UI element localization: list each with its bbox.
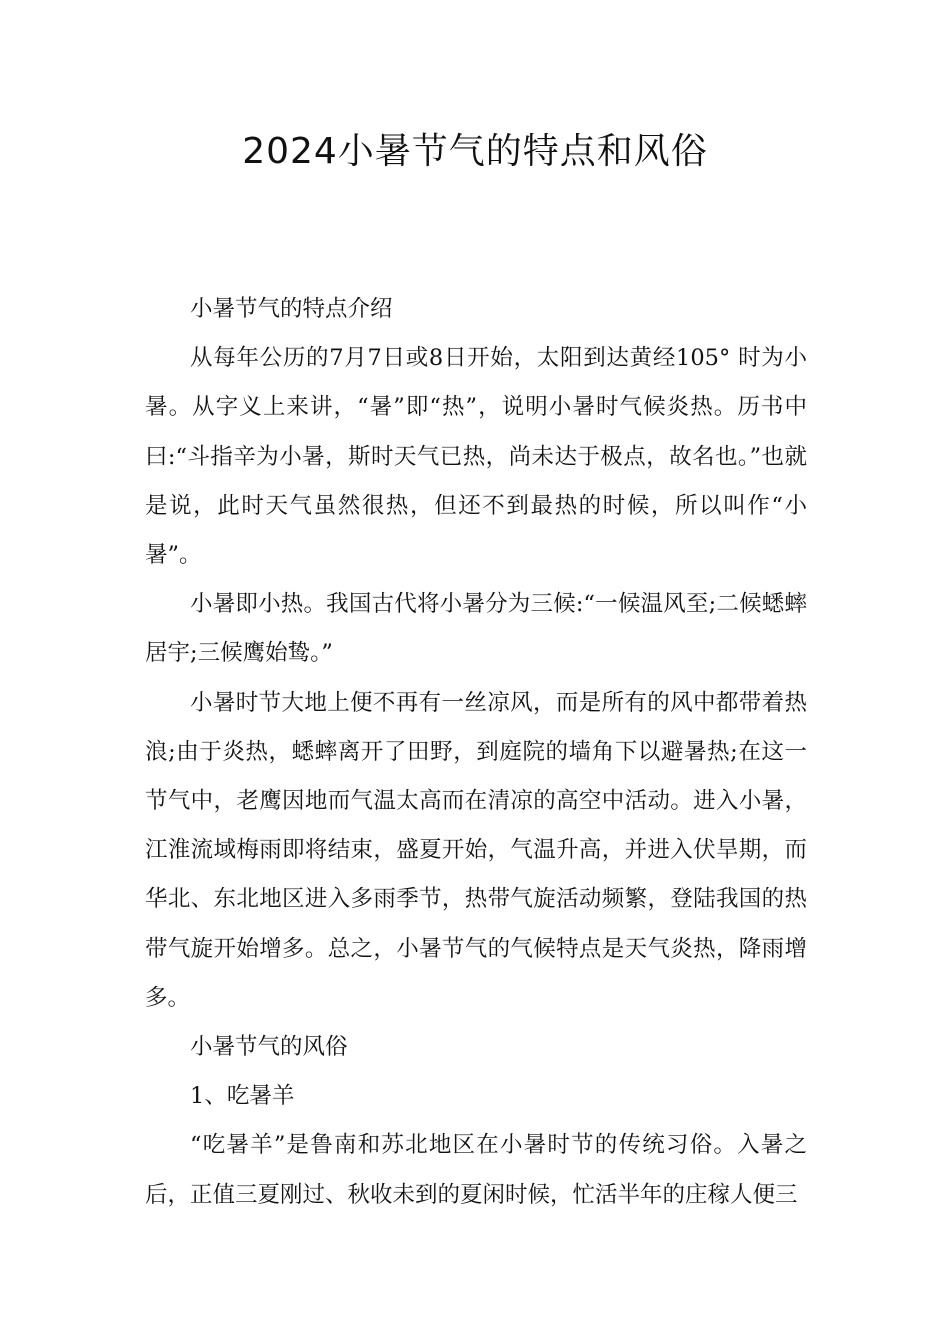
paragraph-three-phases: 小暑即小热。我国古代将小暑分为三候:“一候温风至;二候蟋蟀居宇;三候鹰始鸷。” (145, 591, 807, 667)
paragraph-climate: 小暑时节大地上便不再有一丝凉风，而是所有的风中都带着热浪;由于炎热，蟋蟀离开了田野，到庭院的墙角下以避暑热;在这一节气中，老鹰因地而气温太高而在清凉的高空中活动。进入小暑，江淮流域梅雨即将结束，盛夏开始，气温升高，并进入伏旱期，而华北、东北地区进入多雨季节，热带气旋活动频繁，登陆我国的热带气旋开始增多。总之，小暑节气的气候特点是天气炎热，降雨增多。 (145, 689, 807, 1011)
paragraph-definition: 从每年公历的7月7日或8日开始，太阳到达黄经105° 时为小暑。从字义上来讲，“暑”即“热”，说明小暑时气候炎热。历书中曰:“斗指辛为小暑，斯时天气已热，尚未达于极点，故名也。”也就是说，此时天气虽然很热，但还不到最热的时候，所以叫作“小暑”。 (145, 345, 807, 569)
document-title: 2024小暑节气的特点和风俗 (242, 131, 708, 172)
paragraph-subheading-eat-lamb: 1、吃暑羊 (190, 1083, 295, 1110)
paragraph-heading-features: 小暑节气的特点介绍 (190, 296, 393, 322)
paragraph-eat-lamb: “吃暑羊”是鲁南和苏北地区在小暑时节的传统习俗。入暑之后，正值三夏刚过、秋收未到的夏闲时候，忙活半年的庄稼人便三 (145, 1132, 807, 1208)
document-body (145, 285, 807, 1220)
paragraph-heading-customs: 小暑节气的风俗 (190, 1034, 348, 1061)
